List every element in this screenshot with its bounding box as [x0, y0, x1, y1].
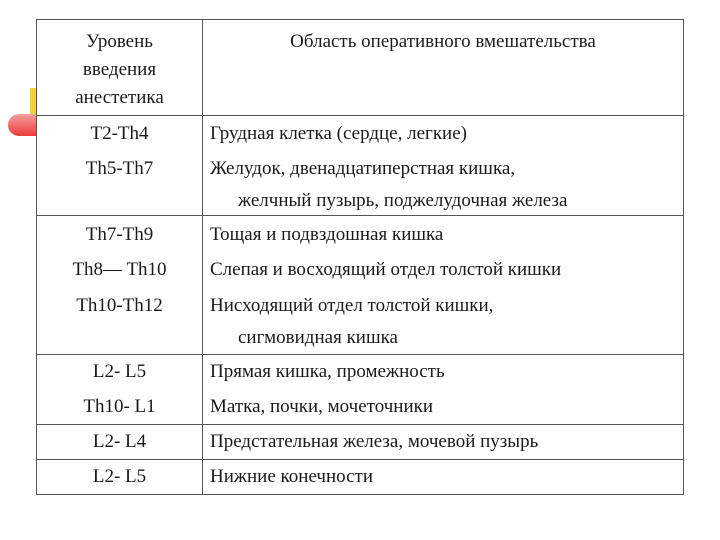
- slide-accent-red: [8, 114, 38, 136]
- region-line: Прямая кишка, промежность: [210, 361, 445, 382]
- region-line: Матка, почки, мочеточники: [210, 396, 434, 417]
- region-line: Нисходящий отдел толстой кишки,: [210, 295, 494, 316]
- region-line: Тощая и подвздошная кишка: [210, 224, 444, 245]
- level-cell: Th10-Th12: [76, 295, 163, 316]
- row-divider: [36, 459, 684, 460]
- region-cell: [210, 153, 680, 217]
- level-cell: Th8— Th10: [72, 259, 167, 280]
- header-level-line: введения: [82, 59, 157, 80]
- region-cell: [210, 391, 680, 423]
- level-cell: Th7-Th9: [85, 224, 154, 245]
- region-cell: [210, 461, 680, 493]
- level-cell: T2-Th4: [90, 123, 149, 144]
- level-cell: Th5-Th7: [85, 158, 154, 179]
- region-cell: [210, 219, 680, 251]
- level-cell: L2- L5: [92, 361, 147, 382]
- level-cell: L2- L4: [92, 431, 147, 452]
- header-level-line: анестетика: [75, 87, 164, 108]
- region-cell: [210, 254, 680, 286]
- region-line: сигмовидная кишка: [238, 327, 398, 348]
- header-region: Область оперативного вмешательства: [290, 31, 596, 52]
- region-line: желчный пузырь, поджелудочная железа: [238, 190, 568, 211]
- region-line: Желудок, двенадцатиперстная кишка,: [210, 158, 516, 179]
- region-cell: [210, 118, 680, 150]
- region-cell: [210, 290, 680, 354]
- row-divider: [36, 354, 684, 355]
- region-line: Слепая и восходящий отдел толстой кишки: [210, 259, 562, 280]
- row-divider: [36, 115, 684, 116]
- region-line: Нижние конечности: [210, 466, 374, 487]
- level-cell: L2- L5: [92, 466, 147, 487]
- region-line: Предстательная железа, мочевой пузырь: [210, 431, 539, 452]
- region-cell: [210, 426, 680, 458]
- header-level: [37, 28, 202, 112]
- region-cell: [210, 356, 680, 388]
- level-cell: Th10- L1: [83, 396, 156, 417]
- row-divider: [36, 424, 684, 425]
- region-line: Грудная клетка (сердце, легкие): [210, 123, 467, 144]
- header-level-line: Уровень: [86, 31, 153, 52]
